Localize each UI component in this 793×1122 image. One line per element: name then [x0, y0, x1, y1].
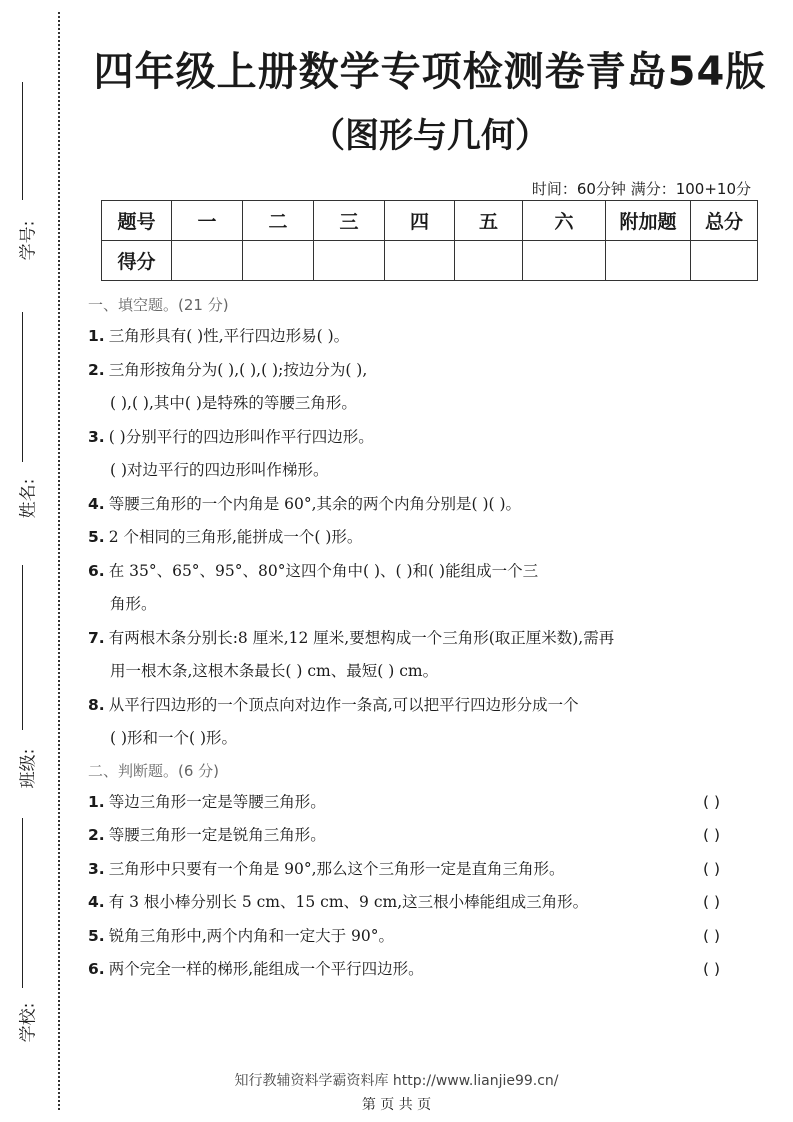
question-text: 在 35°、65°、95°、80°这四个角中( )、( )和( )能组成一个三: [108, 561, 539, 580]
score-header-cell: 二: [243, 201, 314, 241]
class-label: 班级:: [18, 748, 39, 789]
answer-bracket[interactable]: ( ): [702, 960, 720, 978]
time-info: 时间：60分钟 满分：100+10分: [531, 180, 751, 198]
section-fill-blank-title: 一、填空题。(21 分): [88, 296, 229, 314]
question-text: ( )对边平行的四边形叫作梯形。: [110, 461, 329, 479]
judgment-item: [88, 920, 728, 954]
score-table-score-row: [102, 241, 758, 281]
score-header-cell: 附加题: [606, 201, 691, 241]
score-header-cell: 六: [523, 201, 606, 241]
question-content: [88, 290, 728, 987]
score-cell[interactable]: [172, 241, 243, 281]
fill-blank-line[interactable]: [88, 454, 728, 488]
judgment-item: [88, 953, 728, 987]
page-title: 四年级上册数学专项检测卷青岛54版: [93, 49, 767, 95]
question-text: 角形。: [110, 595, 157, 613]
judgment-item: [88, 786, 728, 820]
judgment-item: [88, 819, 728, 853]
question-text: ( ),( ),其中( )是特殊的等腰三角形。: [110, 394, 357, 412]
student-no-underline: [22, 82, 23, 200]
score-table: [101, 200, 758, 281]
cut-line: [58, 12, 60, 1110]
score-cell[interactable]: [314, 241, 385, 281]
fill-blank-line[interactable]: [88, 555, 728, 589]
score-cell[interactable]: [455, 241, 523, 281]
question-text: 三角形中只要有一个角是 90°,那么这个三角形一定是直角三角形。: [108, 859, 565, 878]
question-number: 2.: [88, 360, 105, 379]
question-text: 两个完全一样的梯形,能组成一个平行四边形。: [108, 960, 424, 978]
footer-source: 知行教辅资料学霸资料库 http://www.lianjie99.cn/: [234, 1073, 559, 1089]
question-number: 4.: [88, 494, 105, 513]
score-cell[interactable]: [606, 241, 691, 281]
question-number: 4.: [88, 893, 105, 911]
answer-bracket[interactable]: ( ): [702, 893, 720, 911]
score-cell[interactable]: [385, 241, 455, 281]
page-subtitle: （图形与几何）: [311, 116, 549, 156]
fill-blank-line[interactable]: [88, 722, 728, 756]
score-cell[interactable]: [243, 241, 314, 281]
score-cell[interactable]: [691, 241, 758, 281]
fill-blank-line: [88, 689, 728, 723]
name-label: 姓名:: [18, 478, 39, 519]
fill-blank-line[interactable]: [88, 421, 728, 455]
judgment-item: [88, 853, 728, 887]
question-number: 6.: [88, 561, 105, 580]
question-number: 3.: [88, 859, 105, 878]
question-text: 从平行四边形的一个顶点向对边作一条高,可以把平行四边形分成一个: [108, 695, 579, 714]
student-no-label: 学号:: [18, 220, 39, 261]
question-number: 5.: [88, 528, 105, 546]
score-row-label: 得分: [102, 241, 172, 281]
question-text: 用一根木条,这根木条最长( ) cm、最短( ) cm。: [110, 662, 439, 680]
question-number: 7.: [88, 628, 105, 647]
score-header-cell: 四: [385, 201, 455, 241]
score-header-cell: 总分: [691, 201, 758, 241]
question-text: ( )形和一个( )形。: [110, 729, 238, 747]
school-underline: [22, 818, 23, 988]
question-text: 三角形按角分为( ),( ),( );按边分为( ),: [108, 360, 368, 379]
section-judgment-title: 二、判断题。(6 分): [88, 761, 220, 780]
score-table-header-row: [102, 201, 758, 241]
score-cell[interactable]: [523, 241, 606, 281]
fill-blank-line[interactable]: [88, 488, 728, 522]
question-number: 5.: [88, 926, 105, 945]
footer-page-number: 第 页 共 页: [361, 1097, 432, 1113]
fill-blank-line[interactable]: [88, 521, 728, 555]
judgment-item: [88, 886, 728, 920]
question-text: 三角形具有( )性,平行四边形易( )。: [108, 327, 350, 345]
fill-blank-line[interactable]: [88, 655, 728, 689]
score-header-cell: 三: [314, 201, 385, 241]
question-text: 有两根木条分别长:8 厘米,12 厘米,要想构成一个三角形(取正厘米数),需再: [108, 628, 615, 647]
question-text: 等腰三角形一定是锐角三角形。: [108, 826, 326, 844]
answer-bracket[interactable]: ( ): [702, 926, 720, 945]
name-underline: [22, 312, 23, 462]
score-header-cell: 五: [455, 201, 523, 241]
question-number: 6.: [88, 960, 105, 978]
school-label: 学校:: [18, 1002, 39, 1043]
question-number: 2.: [88, 826, 105, 844]
question-text: 有 3 根小棒分别长 5 cm、15 cm、9 cm,这三根小棒能组成三角形。: [108, 893, 589, 911]
fill-blank-line: [88, 622, 728, 656]
question-text: 锐角三角形中,两个内角和一定大于 90°。: [108, 926, 395, 945]
question-text: 等边三角形一定是等腰三角形。: [108, 792, 326, 811]
fill-blank-line: [88, 588, 728, 622]
answer-bracket[interactable]: ( ): [702, 792, 720, 811]
fill-blank-line[interactable]: [88, 354, 728, 388]
class-underline: [22, 565, 23, 730]
question-number: 1.: [88, 327, 105, 345]
question-number: 8.: [88, 695, 105, 714]
question-text: ( )分别平行的四边形叫作平行四边形。: [108, 427, 374, 446]
answer-bracket[interactable]: ( ): [702, 826, 720, 844]
question-text: 等腰三角形的一个内角是 60°,其余的两个内角分别是( )( )。: [108, 494, 522, 513]
score-header-cell: 一: [172, 201, 243, 241]
fill-blank-line[interactable]: [88, 387, 728, 421]
question-number: 1.: [88, 792, 105, 811]
score-header-cell: 题号: [102, 201, 172, 241]
fill-blank-line[interactable]: [88, 320, 728, 354]
question-number: 3.: [88, 427, 105, 446]
answer-bracket[interactable]: ( ): [702, 859, 720, 878]
question-text: 2 个相同的三角形,能拼成一个( )形。: [108, 528, 363, 546]
